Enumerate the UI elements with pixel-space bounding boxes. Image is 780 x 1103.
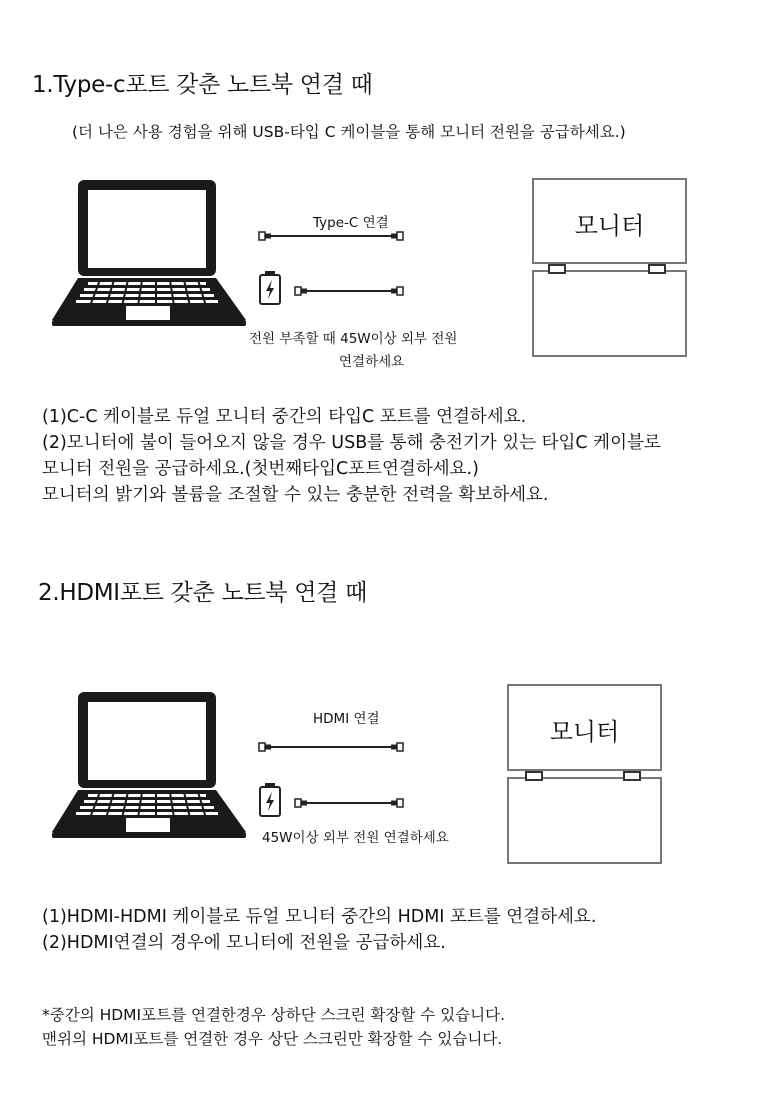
instruction-line: (1)HDMI-HDMI 케이블로 듀얼 모니터 중간의 HDMI 포트를 연결하세요.	[42, 907, 597, 927]
monitor-port	[623, 771, 641, 781]
notes	[42, 1003, 505, 1051]
monitor-label: 모니터	[574, 212, 645, 240]
note-line: 맨위의 HDMI포트를 연결한 경우 상단 스크린만 확장할 수 있습니다.	[42, 1030, 503, 1048]
power-label: 45W이상 외부 전원 연결하세요	[262, 830, 449, 846]
monitor-port	[648, 264, 666, 274]
power-label: 전원 부족할 때 45W이상 외부 전원	[249, 331, 458, 347]
laptop-icon	[50, 178, 250, 328]
power-label-line2: 연결하세요	[339, 354, 405, 370]
instruction-line: (2)HDMI연결의 경우에 모니터에 전원을 공급하세요.	[42, 933, 446, 953]
cable-label: Type-C 연결	[313, 215, 389, 231]
instruction-line: 모니터의 밝기와 볼륨을 조절할 수 있는 충분한 전력을 확보하세요.	[42, 485, 549, 505]
cable-icon	[294, 796, 404, 810]
section1-heading: 1.Type-c포트 갖춘 노트북 연결 때	[32, 72, 373, 98]
section2-heading: 2.HDMI포트 갖춘 노트북 연결 때	[38, 580, 368, 606]
cable-icon	[258, 229, 404, 243]
section1-instructions	[42, 404, 661, 508]
laptop-icon	[50, 690, 250, 840]
instruction-line: 모니터 전원을 공급하세요.(첫번째타입C포트연결하세요.)	[42, 459, 479, 479]
monitor-label: 모니터	[549, 718, 620, 746]
instruction-line: (2)모니터에 불이 들어오지 않을 경우 USB를 통해 충전기가 있는 타입C 케이블로	[42, 433, 661, 453]
cable-icon	[258, 740, 404, 754]
battery-charging-icon	[258, 782, 282, 818]
battery-charging-icon	[258, 270, 282, 306]
section2-instructions	[42, 904, 596, 956]
instruction-line: (1)C-C 케이블로 듀얼 모니터 중간의 타입C 포트를 연결하세요.	[42, 407, 527, 427]
dual-monitor	[507, 684, 662, 864]
monitor-port	[548, 264, 566, 274]
section1-subtitle: (더 나은 사용 경험을 위해 USB-타입 C 케이블을 통해 모니터 전원을 공급하세요.)	[72, 123, 626, 141]
note-line: *중간의 HDMI포트를 연결한경우 상하단 스크린 확장할 수 있습니다.	[42, 1006, 506, 1024]
cable-icon	[294, 284, 404, 298]
cable-label: HDMI 연결	[313, 711, 380, 727]
dual-monitor	[532, 178, 687, 357]
monitor-port	[525, 771, 543, 781]
